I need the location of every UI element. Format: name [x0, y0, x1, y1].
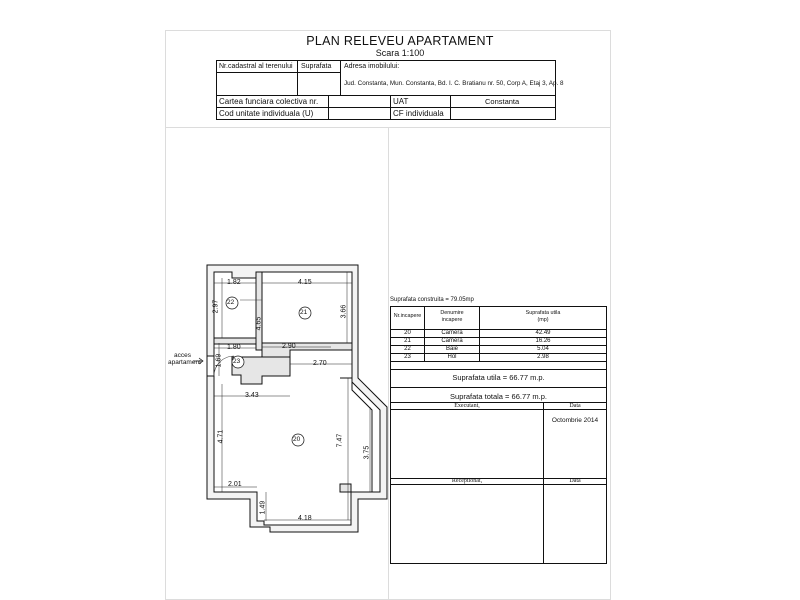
header-nr-incapere: Nr.incapere — [393, 313, 422, 319]
row-area-22: 5.04 — [537, 346, 549, 352]
dim-2-01: 2.01 — [228, 481, 242, 488]
room-label-21: 21 — [300, 309, 308, 316]
header-suprafata-2: (mp) — [537, 317, 549, 323]
dim-3-75: 3.75 — [363, 445, 371, 460]
dim-3-66: 3.66 — [340, 304, 348, 319]
dim-3-43: 3.43 — [245, 392, 259, 399]
suprafata-totala: Suprafata totala = 66.77 m.p. — [450, 392, 547, 401]
dim-2-97: 2.97 — [212, 299, 220, 314]
cf-individuala-label: CF individuala — [393, 109, 444, 118]
room-label-22: 22 — [227, 299, 235, 306]
suprafata-label: Suprafata — [301, 63, 332, 70]
row-area-23: 2.98 — [537, 354, 549, 360]
header-denumire-1: Denumire — [440, 310, 464, 316]
dim-4-65: 4.65 — [255, 316, 263, 331]
room-label-23: 23 — [233, 358, 241, 365]
uat-label: UAT — [393, 97, 409, 106]
row-nr-23: 23 — [404, 354, 411, 360]
suprafata-construita: Suprafata construita = 79.05mp — [390, 297, 474, 303]
row-name-20: Camera — [441, 330, 463, 336]
dim-1-80: 1.80 — [227, 344, 241, 351]
row-nr-21: 21 — [404, 338, 411, 344]
scale-label: Scara 1:100 — [375, 48, 425, 58]
dim-4-71: 4.71 — [217, 429, 225, 444]
dim-1-49: 1.49 — [259, 500, 267, 515]
suprafata-utila: Suprafata utila = 66.77 m.p. — [452, 373, 545, 382]
dim-1-82: 1.82 — [227, 279, 241, 286]
row-nr-22: 22 — [404, 346, 411, 352]
adresa-value: Jud. Constanta, Mun. Constanta, Bd. I. C. Bratianu nr. 50, Corp A, Etaj 3, Ap. 8 — [344, 80, 564, 87]
data-label-1: Data — [569, 403, 581, 409]
row-area-21: 16.26 — [535, 338, 551, 344]
data-value: Octombrie 2014 — [551, 417, 599, 424]
row-name-23: Hol — [447, 354, 457, 360]
row-nr-20: 20 — [404, 330, 411, 336]
adresa-label: Adresa imobilului: — [344, 63, 400, 70]
uat-value: Constanta — [485, 97, 520, 106]
row-name-22: Baie — [445, 346, 458, 352]
data-label-2: Data — [569, 478, 581, 484]
executant-label: Executant, — [454, 403, 480, 409]
dim-2-90: 2.90 — [282, 343, 296, 350]
nr-cadastral-label: Nr.cadastral al terenului — [219, 63, 293, 70]
carte-funciara-label: Cartea funciara colectiva nr. — [219, 97, 319, 106]
room-label-20: 20 — [293, 436, 301, 443]
cod-unitate-label: Cod unitate individuala (U) — [219, 109, 314, 118]
header-suprafata-1: Suprafata utila — [525, 310, 561, 316]
dim-7-47: 7.47 — [336, 433, 344, 448]
header-denumire-2: incapere — [441, 317, 463, 323]
page-title: PLAN RELEVEU APARTAMENT — [306, 34, 494, 48]
receptionat-label: Receptionat, — [451, 478, 483, 484]
access-label-1: acces — [174, 352, 191, 359]
dim-2-70: 2.70 — [313, 360, 327, 367]
dim-4-18: 4.18 — [298, 515, 312, 522]
row-area-20: 42.49 — [535, 330, 551, 336]
dim-1-69: 1.69 — [215, 353, 223, 368]
access-label-2: apartament — [168, 359, 201, 366]
row-name-21: Camera — [441, 338, 463, 344]
dim-4-15: 4.15 — [298, 279, 312, 286]
